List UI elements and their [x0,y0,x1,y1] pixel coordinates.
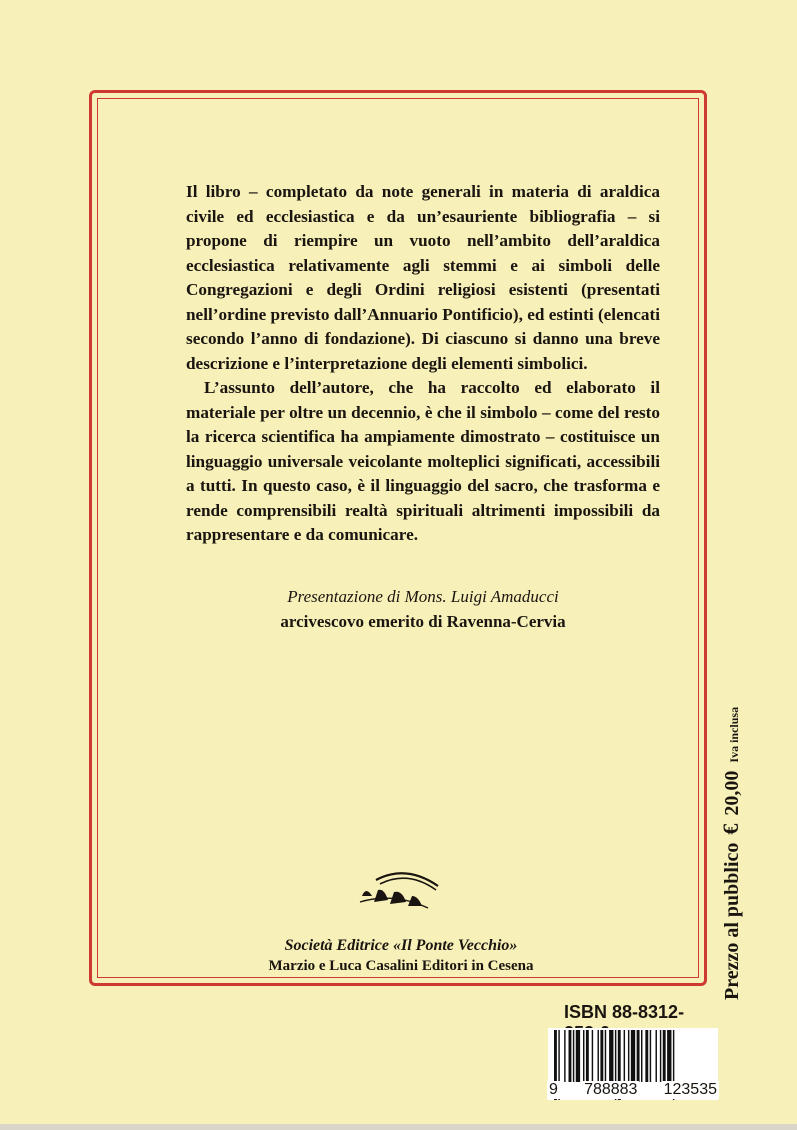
price-text: Prezzo al pubblico [721,842,743,1000]
blurb [186,180,660,548]
barcode-bar [586,1030,589,1082]
price-label [718,707,744,1000]
barcode-bar [650,1030,651,1082]
barcode-bar [598,1030,599,1082]
barcode-digit-group-1: 788883 [584,1081,638,1098]
barcode-digit-group-2: 123535 [663,1081,717,1098]
barcode-bar [605,1030,606,1082]
barcode-bar [641,1030,642,1082]
barcode-bar [573,1030,574,1082]
publisher-name: Società Editrice «Il Ponte Vecchio» [284,937,518,954]
barcode-bar [564,1030,565,1082]
barcode-bar [663,1030,666,1082]
bottom-edge [0,1124,797,1130]
barcode-bar [660,1030,661,1082]
publisher-logo-icon [358,866,442,920]
presentation-line: Presentazione di Mons. Luigi Amaducci [287,587,559,606]
isbn-text: ISBN 88-8312- [564,1002,685,1022]
barcode-bar [583,1030,584,1082]
barcode-bar [645,1030,648,1082]
barcode-bar [592,1030,593,1082]
price-amount: 20,00 [721,770,743,816]
barcode-bar [637,1030,640,1082]
euro-sign: € [718,823,743,835]
barcode-bar [631,1030,635,1082]
barcode-bar [628,1030,629,1082]
presenter-title: arcivescovo emerito di Ravenna-Cervia [280,612,566,631]
barcode-bar [609,1030,613,1082]
publisher-block [236,936,566,976]
presentation-credit [186,584,660,634]
barcode-digits [547,1080,719,1100]
barcode-bar [656,1030,657,1082]
barcode-bar [624,1030,625,1082]
vat-note: Iva inclusa [727,706,741,763]
barcode-bar [667,1030,671,1082]
barcode-bar [569,1030,572,1082]
blurb-paragraph-1: Il libro – completato da note generali in materia di araldica civile ed ecclesiastica e da un’esauriente bibliografia – si propone di riempire un vuoto nell’ambito dell’araldica ecclesiastica relativamente agli stemmi e ai simboli delle Congregazioni e degli Ordini religiosi esistenti (presentati nell’ordine previsto dall’Annuario Pontificio), ed estinti (elencati secondo l’anno di fondazione). Di ciascuno si danno una breve descrizione e l’interpretazione degli elementi simbolici. [186,182,660,373]
barcode-bar [600,1030,603,1082]
barcode-bar [576,1030,580,1082]
barcode-digit-lead: 9 [549,1081,558,1098]
publisher-subtitle: Marzio e Luca Casalini Editori in Cesena [268,958,534,974]
blurb-paragraph-2: L’assunto dell’autore, che ha raccolto ed elaborato il materiale per oltre un decennio, è che il simbolo – come del resto la ricerca scientifica ha ampiamente dimostrato – costituisce un linguaggio universale veicolante molteplici significati, accessibili a tutti. In questo caso, è il linguaggio del sacro, che trasforma e rende comprensibili realtà spirituali altrimenti impossibili da rappresentare e da comunicare. [186,378,660,544]
